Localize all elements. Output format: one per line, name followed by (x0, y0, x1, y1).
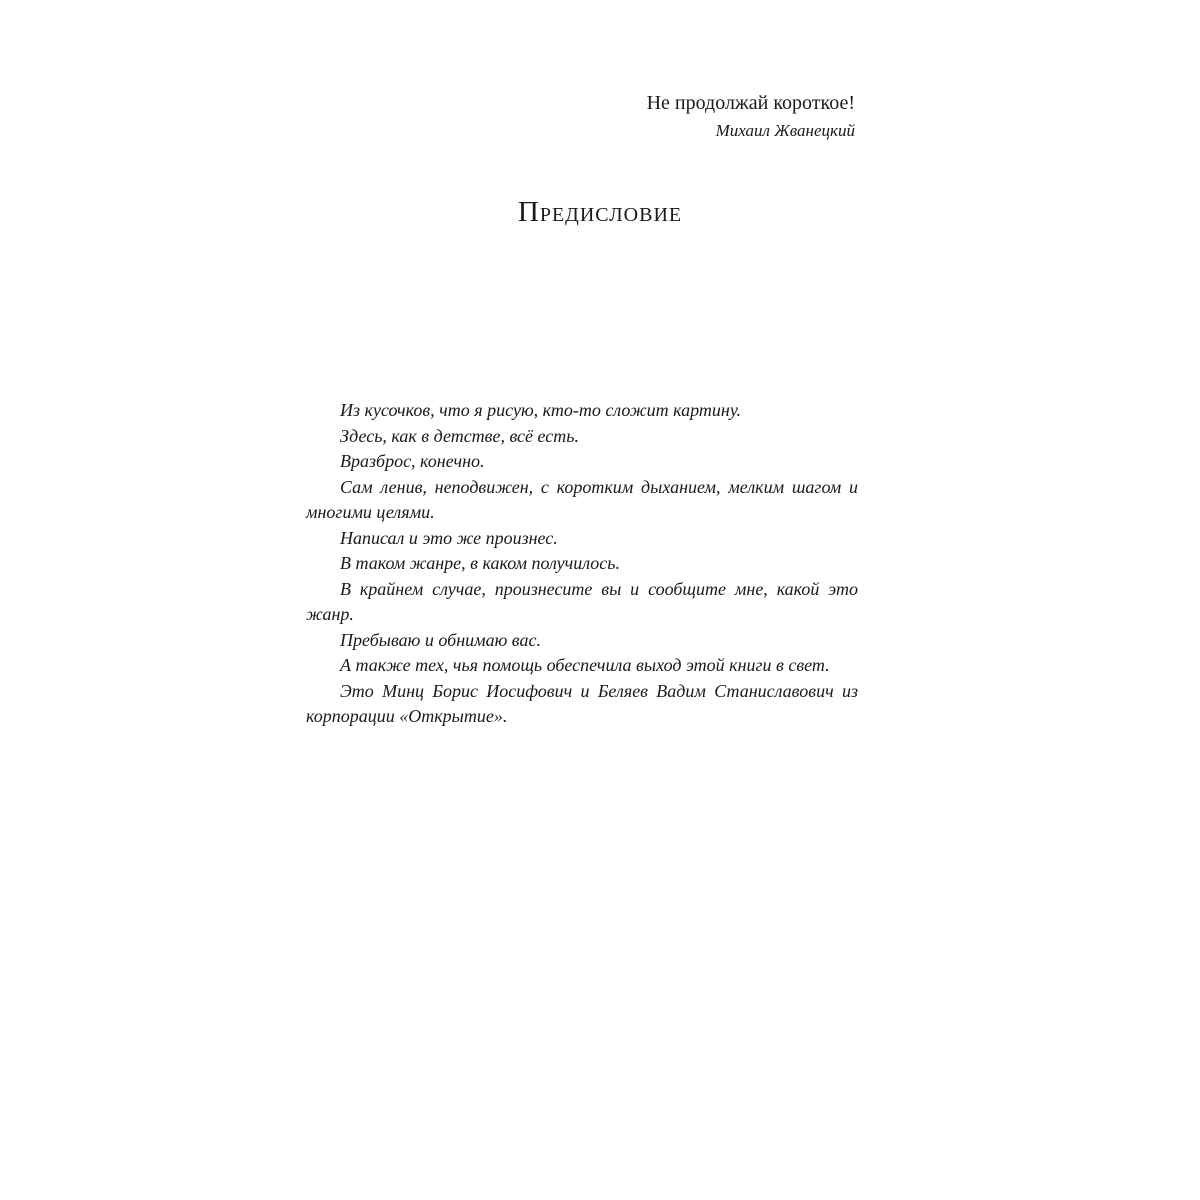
epigraph-text: Не продолжай короткое! (646, 92, 855, 114)
paragraph: Написал и это же произнес. (340, 527, 558, 548)
paragraph: Вразброс, конечно. (340, 451, 485, 471)
paragraph: Из кусочков, что я рисую, кто-то сложит картину. (340, 400, 742, 420)
paragraph: Здесь, как в детстве, всё есть. (340, 425, 579, 446)
paragraph: Это Минц Борис Иосифович и Беляев Вадим Станиславович из корпорации «Открытие». (306, 680, 858, 726)
paragraph: Сам ленив, неподвижен, с коротким дыханием, мелким шагом и многими целями. (306, 476, 858, 522)
body-text (306, 398, 858, 730)
paragraph: А также тех, чья помощь обеспечила выход этой книги в свет. (340, 655, 830, 675)
paragraph: В таком жанре, в каком получилось. (340, 553, 620, 573)
epigraph (435, 88, 855, 144)
paragraph: В крайнем случае, произнесите вы и сообщите мне, какой это жанр. (306, 578, 858, 624)
chapter-title: Предисловие (517, 196, 683, 228)
paragraph: Пребываю и обнимаю вас. (340, 629, 541, 650)
epigraph-author: Михаил Жванецкий (715, 121, 855, 140)
